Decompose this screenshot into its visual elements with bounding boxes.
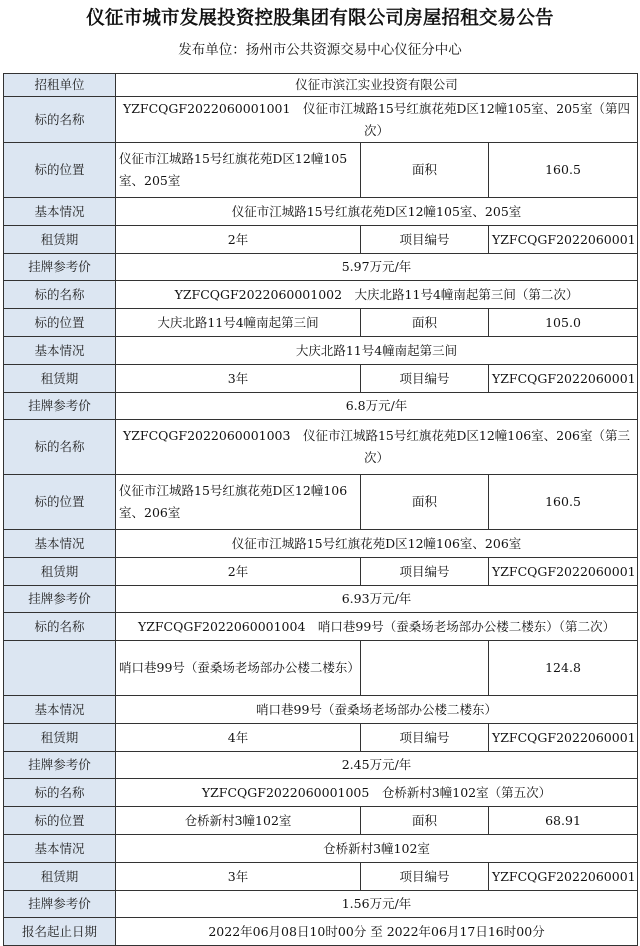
item-1-location-label: 标的位置 [4, 143, 116, 198]
item-5-location-label: 标的位置 [4, 807, 116, 835]
item-1-name-label: 标的名称 [4, 97, 116, 143]
item-3-price-label: 挂牌参考价 [4, 586, 116, 613]
item-1-basic: 仪征市江城路15号红旗花苑D区12幢105室、205室 [116, 198, 638, 226]
item-3-name-label: 标的名称 [4, 420, 116, 475]
item-5-project-no: YZFCQGF2022060001 [489, 863, 638, 891]
item-2-project-no: YZFCQGF2022060001 [489, 365, 638, 393]
item-4-term-row [4, 724, 638, 752]
item-3-name: YZFCQGF2022060001003 仪征市江城路15号红旗花苑D区12幢106室、206室（第三次） [116, 420, 638, 475]
notice-table [3, 73, 638, 946]
item-4-name-label: 标的名称 [4, 613, 116, 641]
item-3-location-row [4, 475, 638, 530]
item-1-project-no: YZFCQGF2022060001 [489, 226, 638, 254]
period-label: 报名起止日期 [4, 918, 116, 946]
item-3-basic-label: 基本情况 [4, 530, 116, 558]
item-1-term-label: 租赁期 [4, 226, 116, 254]
item-2-name-label: 标的名称 [4, 281, 116, 309]
item-1-basic-label: 基本情况 [4, 198, 116, 226]
item-5-price-label: 挂牌参考价 [4, 891, 116, 918]
item-4-price: 2.45万元/年 [116, 752, 638, 779]
item-1-name-row [4, 97, 638, 143]
lessor-row [4, 74, 638, 97]
item-4-name-row [4, 613, 638, 641]
item-3-area-label: 面积 [361, 475, 489, 530]
item-5-basic-label: 基本情况 [4, 835, 116, 863]
item-3-price: 6.93万元/年 [116, 586, 638, 613]
item-4-project-no-label: 项目编号 [361, 724, 489, 752]
item-3-area: 160.5 [489, 475, 638, 530]
item-5-location: 仓桥新村3幢102室 [116, 807, 361, 835]
item-5-location-row [4, 807, 638, 835]
item-4-term-label: 租赁期 [4, 724, 116, 752]
item-5-term: 3年 [116, 863, 361, 891]
item-1-price-row [4, 254, 638, 281]
item-5-basic-row [4, 835, 638, 863]
item-5-area-label: 面积 [361, 807, 489, 835]
item-1-name: YZFCQGF2022060001001 仪征市江城路15号红旗花苑D区12幢105室、205室（第四次） [116, 97, 638, 143]
item-5-name-label: 标的名称 [4, 779, 116, 807]
item-3-name-row [4, 420, 638, 475]
lessor-value: 仪征市滨江实业投资有限公司 [116, 74, 638, 97]
item-2-basic-label: 基本情况 [4, 337, 116, 365]
item-5-area: 68.91 [489, 807, 638, 835]
item-2-area: 105.0 [489, 309, 638, 337]
item-2-location: 大庆北路11号4幢南起第三间 [116, 309, 361, 337]
item-4-price-label: 挂牌参考价 [4, 752, 116, 779]
item-4-location: 哨口巷99号（蚕桑场老场部办公楼二楼东） [116, 641, 361, 696]
item-5-price: 1.56万元/年 [116, 891, 638, 918]
item-2-project-no-label: 项目编号 [361, 365, 489, 393]
item-4-area-label [361, 641, 489, 696]
item-3-term-row [4, 558, 638, 586]
item-2-price-label: 挂牌参考价 [4, 393, 116, 420]
item-3-basic: 仪征市江城路15号红旗花苑D区12幢106室、206室 [116, 530, 638, 558]
lessor-label: 招租单位 [4, 74, 116, 97]
item-4-term: 4年 [116, 724, 361, 752]
item-2-basic: 大庆北路11号4幢南起第三间 [116, 337, 638, 365]
item-3-term: 2年 [116, 558, 361, 586]
item-1-location: 仪征市江城路15号红旗花苑D区12幢105室、205室 [116, 143, 361, 198]
item-4-location-label [4, 641, 116, 696]
item-3-project-no: YZFCQGF2022060001 [489, 558, 638, 586]
publisher-line: 发布单位：扬州市公共资源交易中心仪征分中心 [178, 42, 462, 58]
item-1-area: 160.5 [489, 143, 638, 198]
item-5-term-row [4, 863, 638, 891]
item-4-basic-label: 基本情况 [4, 696, 116, 724]
item-2-term-label: 租赁期 [4, 365, 116, 393]
item-2-price-row [4, 393, 638, 420]
item-5-name-row [4, 779, 638, 807]
item-2-term-row [4, 365, 638, 393]
item-4-location-row [4, 641, 638, 696]
item-3-project-no-label: 项目编号 [361, 558, 489, 586]
item-3-location: 仪征市江城路15号红旗花苑D区12幢106室、206室 [116, 475, 361, 530]
item-2-location-label: 标的位置 [4, 309, 116, 337]
item-2-price: 6.8万元/年 [116, 393, 638, 420]
item-1-project-no-label: 项目编号 [361, 226, 489, 254]
item-1-price: 5.97万元/年 [116, 254, 638, 281]
item-5-term-label: 租赁期 [4, 863, 116, 891]
item-5-name: YZFCQGF2022060001005 仓桥新村3幢102室（第五次） [116, 779, 638, 807]
item-5-basic: 仓桥新村3幢102室 [116, 835, 638, 863]
item-1-term: 2年 [116, 226, 361, 254]
item-2-name-row [4, 281, 638, 309]
item-2-basic-row [4, 337, 638, 365]
item-2-area-label: 面积 [361, 309, 489, 337]
period-row [4, 918, 638, 946]
item-5-project-no-label: 项目编号 [361, 863, 489, 891]
item-4-project-no: YZFCQGF2022060001 [489, 724, 638, 752]
item-3-basic-row [4, 530, 638, 558]
item-2-name: YZFCQGF2022060001002 大庆北路11号4幢南起第三间（第二次） [116, 281, 638, 309]
item-1-term-row [4, 226, 638, 254]
item-5-price-row [4, 891, 638, 918]
item-4-name: YZFCQGF2022060001004 哨口巷99号（蚕桑场老场部办公楼二楼东）（第二次） [116, 613, 638, 641]
item-2-location-row [4, 309, 638, 337]
item-4-basic-row [4, 696, 638, 724]
item-1-price-label: 挂牌参考价 [4, 254, 116, 281]
item-1-area-label: 面积 [361, 143, 489, 198]
item-3-location-label: 标的位置 [4, 475, 116, 530]
notice-title: 仪征市城市发展投资控股集团有限公司房屋招租交易公告 [86, 8, 554, 29]
item-4-area: 124.8 [489, 641, 638, 696]
item-3-price-row [4, 586, 638, 613]
item-3-term-label: 租赁期 [4, 558, 116, 586]
item-1-location-row [4, 143, 638, 198]
item-4-basic: 哨口巷99号（蚕桑场老场部办公楼二楼东） [116, 696, 638, 724]
item-2-term: 3年 [116, 365, 361, 393]
period-value: 2022年06月08日10时00分 至 2022年06月17日16时00分 [116, 918, 638, 946]
item-4-price-row [4, 752, 638, 779]
item-1-basic-row [4, 198, 638, 226]
